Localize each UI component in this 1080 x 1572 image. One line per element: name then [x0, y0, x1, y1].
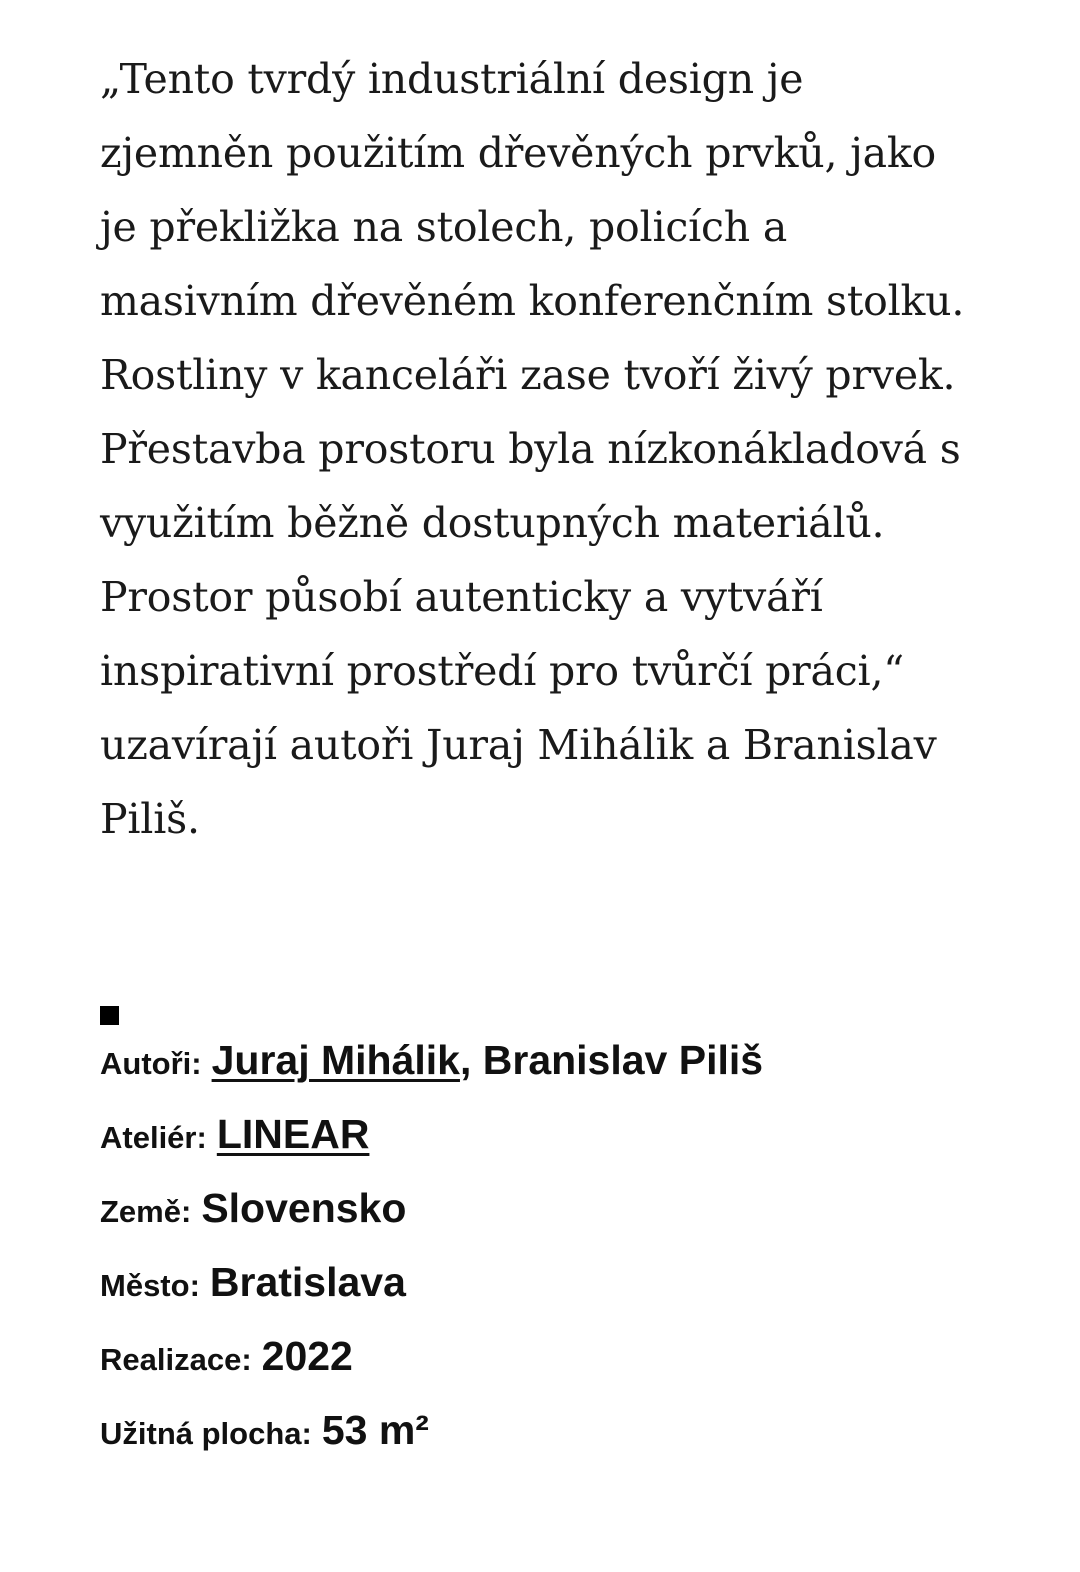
quote-line: masivním dřevěném konferenčním stolku. [100, 277, 965, 325]
quote-line: uzavírají autoři Juraj Mihálik a Branislav [100, 721, 937, 769]
city-label: Město: [100, 1268, 200, 1303]
closing-quote [100, 42, 1000, 856]
studio-label: Ateliér: [100, 1120, 207, 1155]
quote-line: využitím běžně dostupných materiálů. [100, 499, 885, 547]
realization-value: 2022 [261, 1333, 353, 1379]
realization-row [100, 1333, 1040, 1407]
quote-line: Rostliny v kanceláři zase tvoří živý prvek. [100, 351, 956, 399]
quote-line: Prostor působí autenticky a vytváří [100, 573, 823, 621]
quote-line: Přestavba prostoru byla nízkonákladová s [100, 425, 961, 473]
authors-row [100, 1037, 1040, 1111]
studio-linear-link[interactable]: LINEAR [216, 1111, 370, 1157]
studio-row [100, 1111, 1040, 1185]
article-body [100, 42, 1000, 856]
authors-label: Autoři: [100, 1046, 202, 1081]
quote-line: je překližka na stolech, policích a [100, 203, 788, 251]
usable-area-label: Užitná plocha: [100, 1416, 312, 1451]
section-marker-square [100, 1006, 119, 1025]
usable-area-row [100, 1407, 1040, 1481]
authors-value [212, 1037, 763, 1084]
country-value: Slovensko [201, 1185, 407, 1231]
project-info [100, 1037, 1040, 1481]
country-row [100, 1185, 1040, 1259]
country-label: Země: [100, 1194, 192, 1229]
city-row [100, 1259, 1040, 1333]
quote-line: Piliš. [100, 795, 200, 843]
quote-line: zjemněn použitím dřevěných prvků, jako [100, 129, 937, 177]
city-value: Bratislava [209, 1259, 406, 1305]
realization-label: Realizace: [100, 1342, 252, 1377]
usable-area-value: 53 m² [321, 1407, 429, 1453]
authors-rest: , Branislav Piliš [459, 1037, 764, 1083]
quote-line: „Tento tvrdý industriální design je [100, 55, 804, 103]
quote-line: inspirativní prostředí pro tvůrčí práci,“ [100, 647, 905, 695]
author-juraj-mihalik-link[interactable]: Juraj Mihálik [211, 1037, 460, 1083]
